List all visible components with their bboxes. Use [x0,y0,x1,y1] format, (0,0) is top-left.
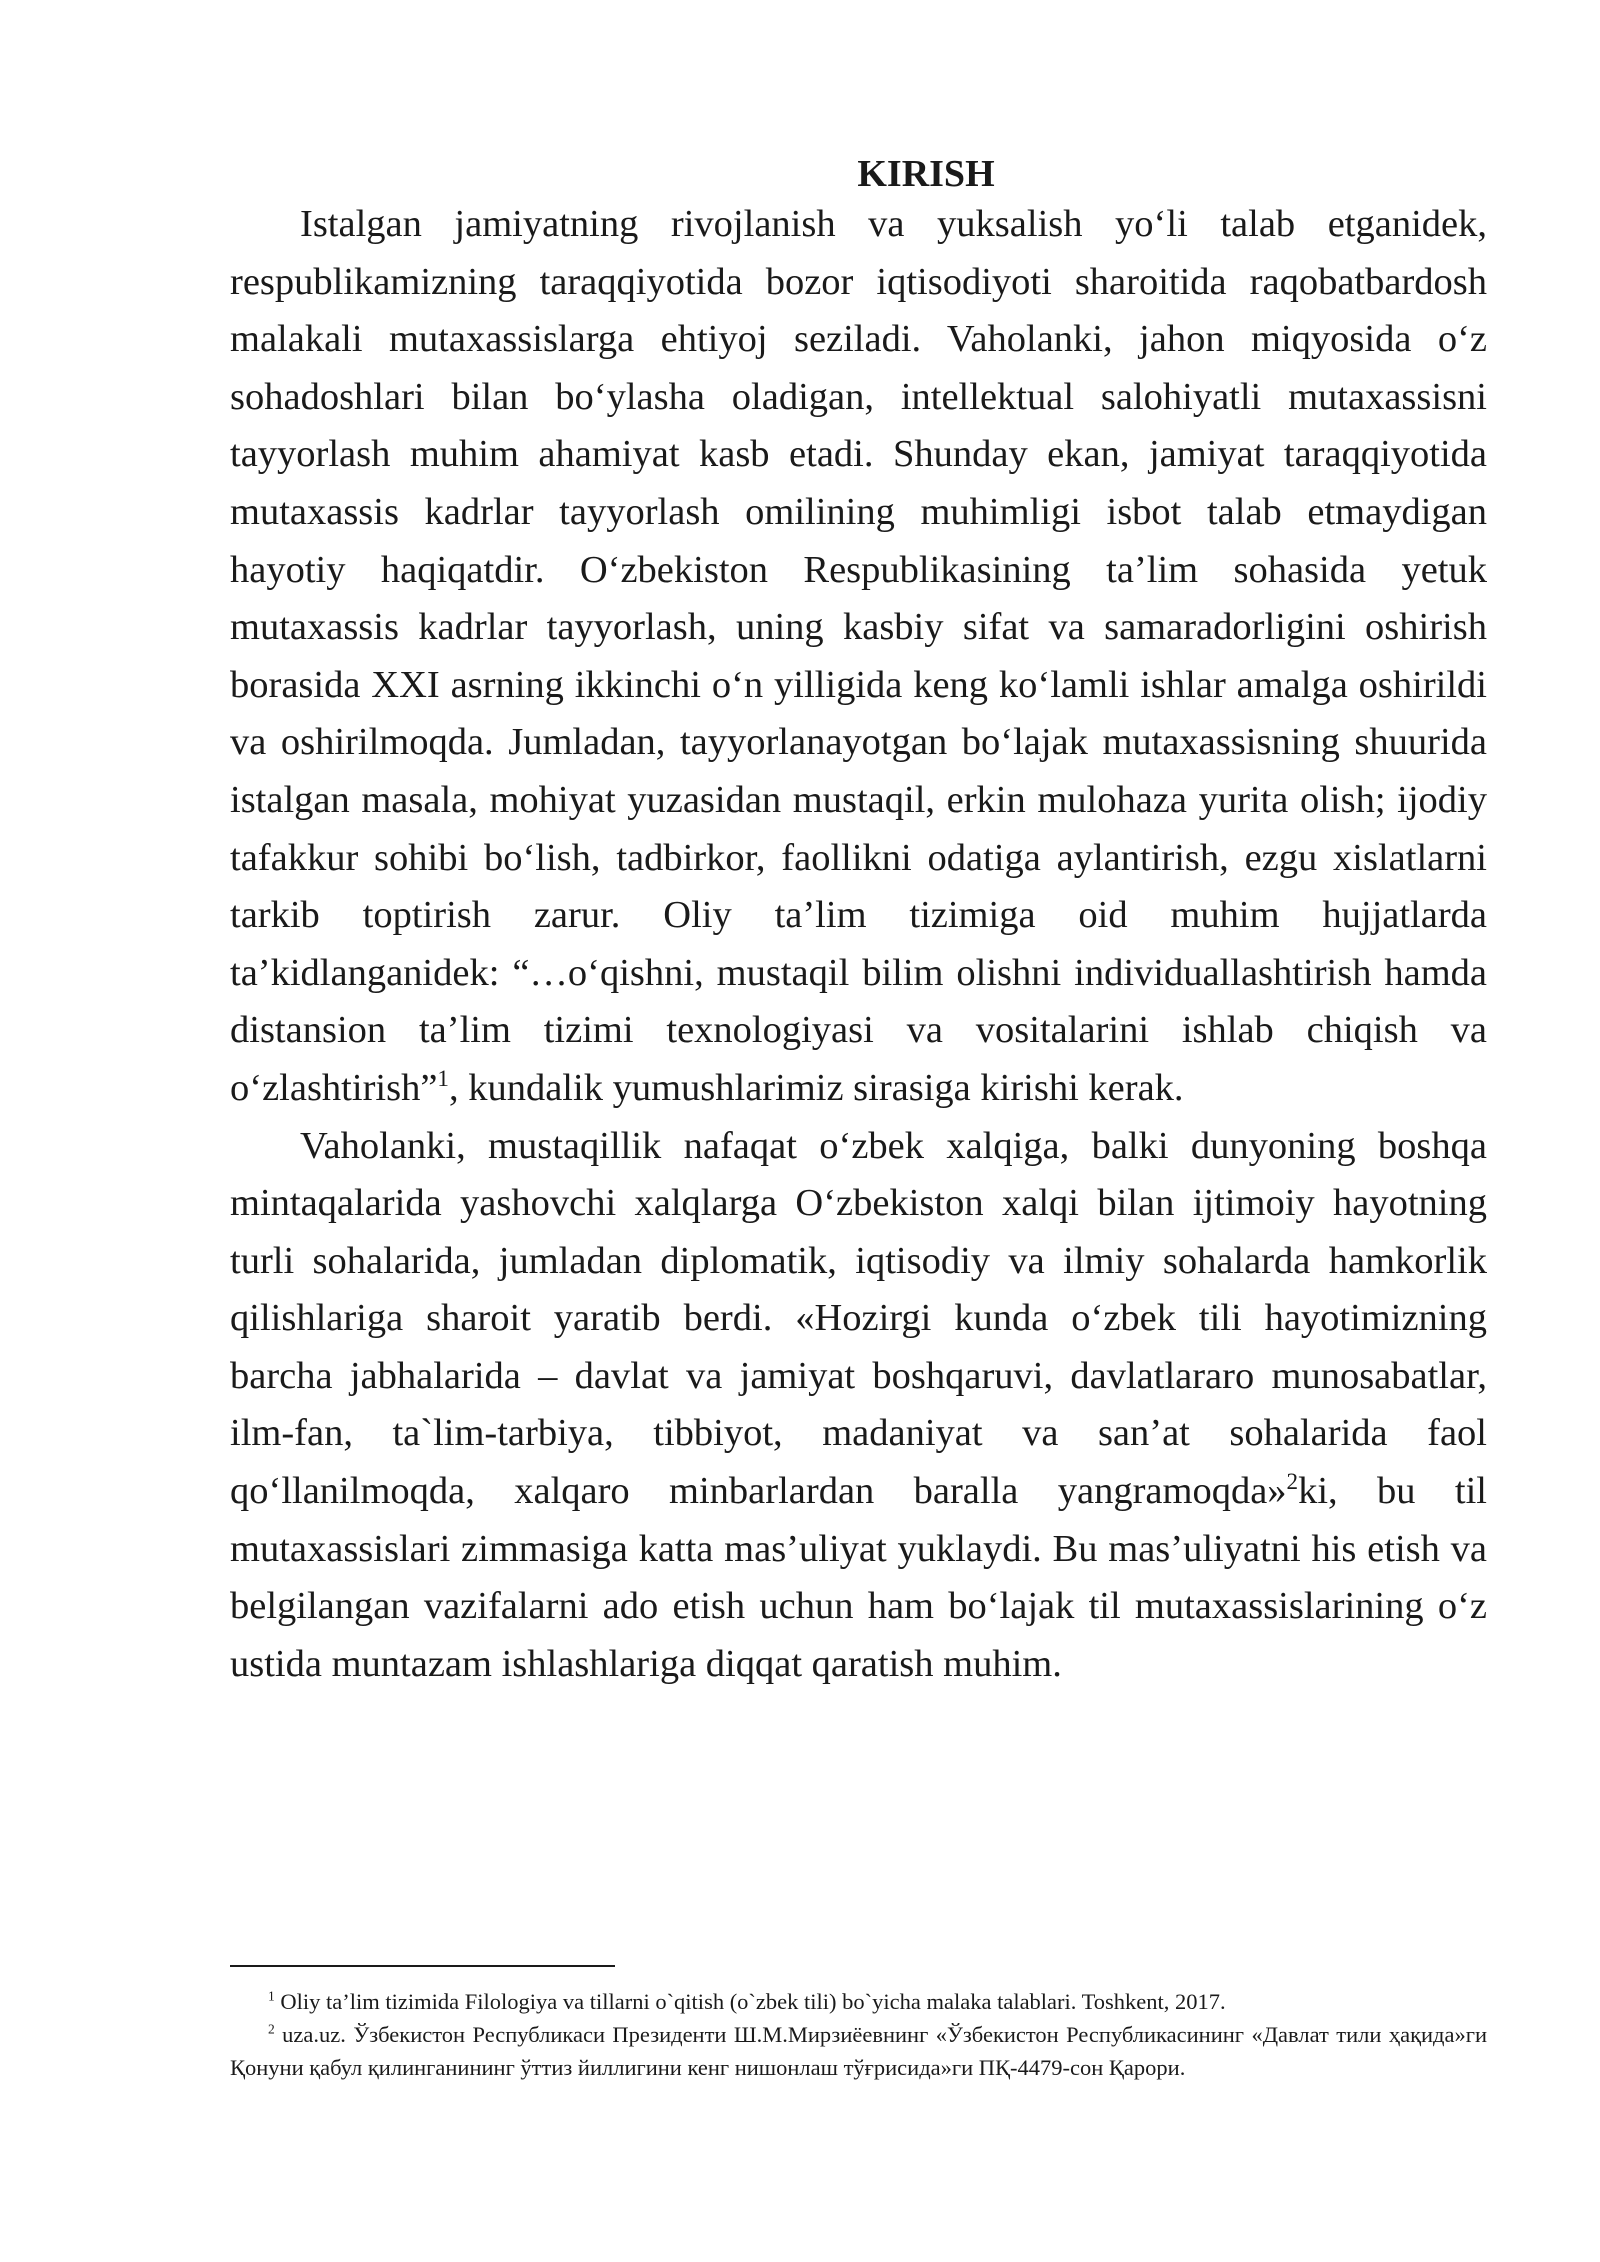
footnote-ref-2[interactable]: 2 [1286,1468,1299,1495]
footnote-1-marker: 1 [268,1988,275,2004]
paragraph-1-text: Istalgan jamiyatning rivojlanish va yuksalish yo‘li talab etganidek, respublikamizning taraqqiyotida bozor iqtisodiyoti sharoitida raqobatbardosh malakali mutaxassislarga ehtiyoj seziladi. Vaholanki, jahon miqyosida o‘z sohadoshlari bilan bo‘ylasha oladigan, intellektual salohiyatli mutaxassisni tayyorlash muhim ahamiyat kasb etadi. Shunday ekan, jamiyat taraqqiyotida mutaxassis kadrlar tayyorlash omilining muhimligi isbot talab etmaydigan hayotiy haqiqatdir. O‘zbekiston Respublikasining ta’lim sohasida yetuk mutaxassis kadrlar tayyorlash, uning kasbiy sifat va samaradorligini oshirish borasida XXI asrning ikkinchi o‘n yilligida keng ko‘lamli ishlar amalga oshirildi va oshirilmoqda. Jumladan, tayyorlanayotgan bo‘lajak mutaxassisning shuurida istalgan masala, mohiyat yuzasidan mustaqil, erkin mulohaza yurita olish; ijodiy tafakkur sohibi bo‘lish, tadbirkor, faollikni odatiga aylantirish, ezgu xislatlarni tarkib toptirish zarur. Oliy ta’lim tizimiga oid muhim hujjatlarda ta’kidlanganidek: “…o‘qishni, mustaqil bilim olishni individuallashtirish hamda distansion ta’lim tizimi texnologiyasi va vositalarini ishlab chiqish va o‘zlashtirish” [230,203,1487,1109]
paragraph-1 [230,196,1487,1118]
document-body [230,152,1487,1693]
page-title: KIRISH [857,153,995,195]
footnote-2-text: uza.uz. Ўзбекистон Республикаси Президенти Ш.М.Мирзиёевнинг «Ўзбекистон Республикасининг «Давлат тили ҳақида»ги Қонуни қабул қилинганининг ўттиз йиллигини кенг нишонлаш тўғрисида»ги ПҚ-4479-сон Қарори. [230,2022,1487,2080]
footnote-separator [230,1965,615,1967]
footnote-1 [230,1985,1487,2018]
footnotes-section [230,1985,1487,2084]
paragraph-2-text: Vaholanki, mustaqillik nafaqat o‘zbek xalqiga, balki dunyoning boshqa mintaqalarida yashovchi xalqlarga O‘zbekiston xalqi bilan ijtimoiy hayotning turli sohalarida, jumladan diplomatik, iqtisodiy va ilmiy sohalarda hamkorlik qilishlariga sharoit yaratib berdi. «Hozirgi kunda o‘zbek tili hayotimizning barcha jabhalarida – davlat va jamiyat boshqaruvi, davlatlararo munosabatlar, ilm-fan, ta`lim-tarbiya, tibbiyot, madaniyat va san’at sohalarida faol qo‘llanilmoqda, xalqaro minbarlardan baralla yangramoqda» [230,1124,1487,1513]
paragraph-2-text-end: ki, bu til mutaxassislari zimmasiga katta mas’uliyat yuklaydi. Bu mas’uliyatni his etish va belgilangan vazifalarni ado etish uchun ham bo‘lajak til mutaxassislarining o‘z ustida muntazam ishlashlariga diqqat qaratish muhim. [230,1470,1487,1685]
paragraph-1-text-end: , kundalik yumushlarimiz sirasiga kirishi kerak. [448,1066,1184,1109]
footnote-2-marker: 2 [268,2021,275,2037]
footnote-ref-1[interactable]: 1 [437,1065,449,1092]
footnote-1-text: Oliy ta’lim tizimida Filologiya va tillarni o`qitish (o`zbek tili) bo`yicha malaka talablari. Toshkent, 2017. [274,1989,1226,2014]
paragraph-2 [230,1118,1487,1694]
footnote-2 [230,2018,1487,2084]
